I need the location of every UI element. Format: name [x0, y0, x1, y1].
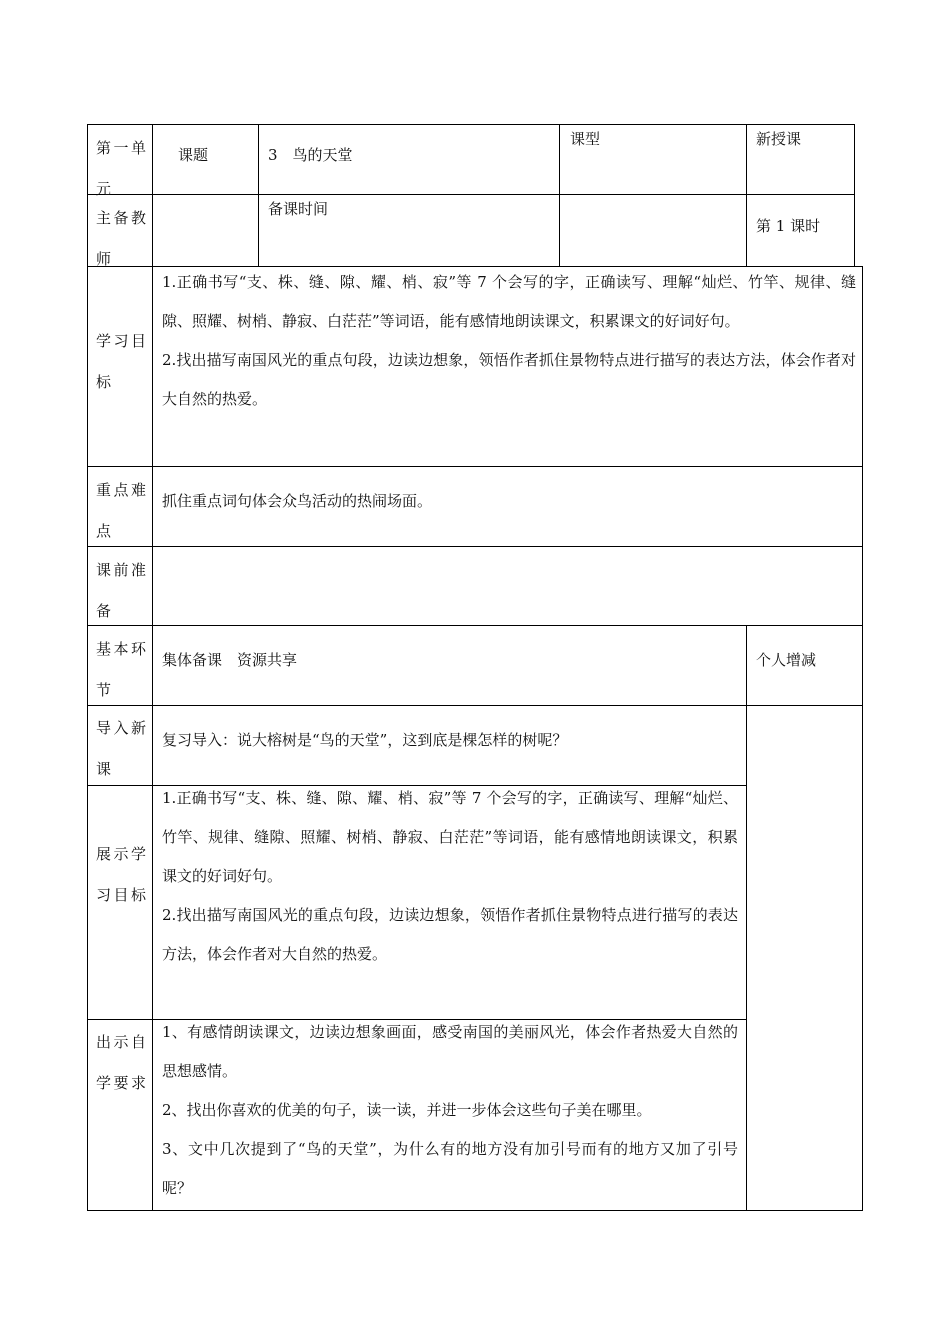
self-study-label: 出示自学要求	[96, 1033, 146, 1092]
grid-line	[854, 124, 855, 266]
grid-line	[87, 124, 88, 1211]
teacher-label: 主备教师	[96, 209, 146, 268]
grid-line	[746, 625, 747, 1211]
grid-line	[862, 266, 863, 1211]
intro-text: 复习导入：说大榕树是“鸟的天堂”，这到底是棵怎样的树呢？	[162, 731, 568, 749]
basic-steps-text: 集体备课 资源共享	[162, 651, 298, 669]
prep-time-label: 备课时间	[268, 200, 329, 218]
type-label: 课型	[570, 130, 601, 148]
key-points-label: 重点难点	[96, 481, 146, 540]
grid-line	[152, 124, 153, 266]
personal-adjust-label: 个人增减	[756, 651, 817, 669]
period-value: 第 1 课时	[756, 217, 821, 235]
goals-label: 学习目标	[96, 332, 146, 391]
title-label: 课题	[178, 146, 209, 164]
type-value: 新授课	[756, 130, 802, 148]
grid-line	[258, 124, 259, 266]
key-points-text: 抓住重点词句体会众鸟活动的热闹场面。	[162, 492, 433, 510]
grid-line	[87, 124, 855, 125]
goals-text: 1.正确书写“支、株、缝、隙、耀、梢、寂”等 7 个会写的字，正确读写、理解“灿烂、竹竿、规律、缝隙、照耀、树梢、静寂、白茫茫”等词语，能有感情地朗读课文，积累课文的好词好句。 2.找出描写南国风光的重点句段，边读边想象，领悟作者抓住景物特点进行描写的表达方法，体会作者对大自然的热爱。	[162, 273, 856, 408]
show-goals-text: 1.正确书写“支、株、缝、隙、耀、梢、寂”等 7 个会写的字，正确读写、理解“灿烂、竹竿、规律、缝隙、照耀、树梢、静寂、白茫茫”等词语，能有感情地朗读课文，积累课文的好词好句。 2.找出描写南国风光的重点句段，边读边想象，领悟作者抓住景物特点进行描写的表达方法，体会作者对大自然的热爱。	[162, 789, 738, 963]
preparation-label: 课前准备	[96, 561, 146, 620]
unit-label: 第一单元	[96, 139, 146, 198]
intro-label: 导入新课	[96, 719, 146, 778]
grid-line	[87, 194, 855, 195]
show-goals-label: 展示学习目标	[96, 845, 146, 904]
grid-line	[559, 124, 560, 266]
grid-line	[746, 124, 747, 266]
grid-line	[152, 266, 153, 1211]
grid-line	[87, 546, 863, 547]
grid-line	[87, 466, 863, 467]
title-value: 3 鸟的天堂	[268, 146, 353, 164]
self-study-text: 1、有感情朗读课文，边读边想象画面，感受南国的美丽风光，体会作者热爱大自然的思想感情。 2、找出你喜欢的优美的句子，读一读，并进一步体会这些句子美在哪里。 3、文中几次提到了“鸟的天堂”，为什么有的地方没有加引号而有的地方又加了引号呢？	[162, 1023, 738, 1197]
basic-steps-label: 基本环节	[96, 640, 146, 699]
